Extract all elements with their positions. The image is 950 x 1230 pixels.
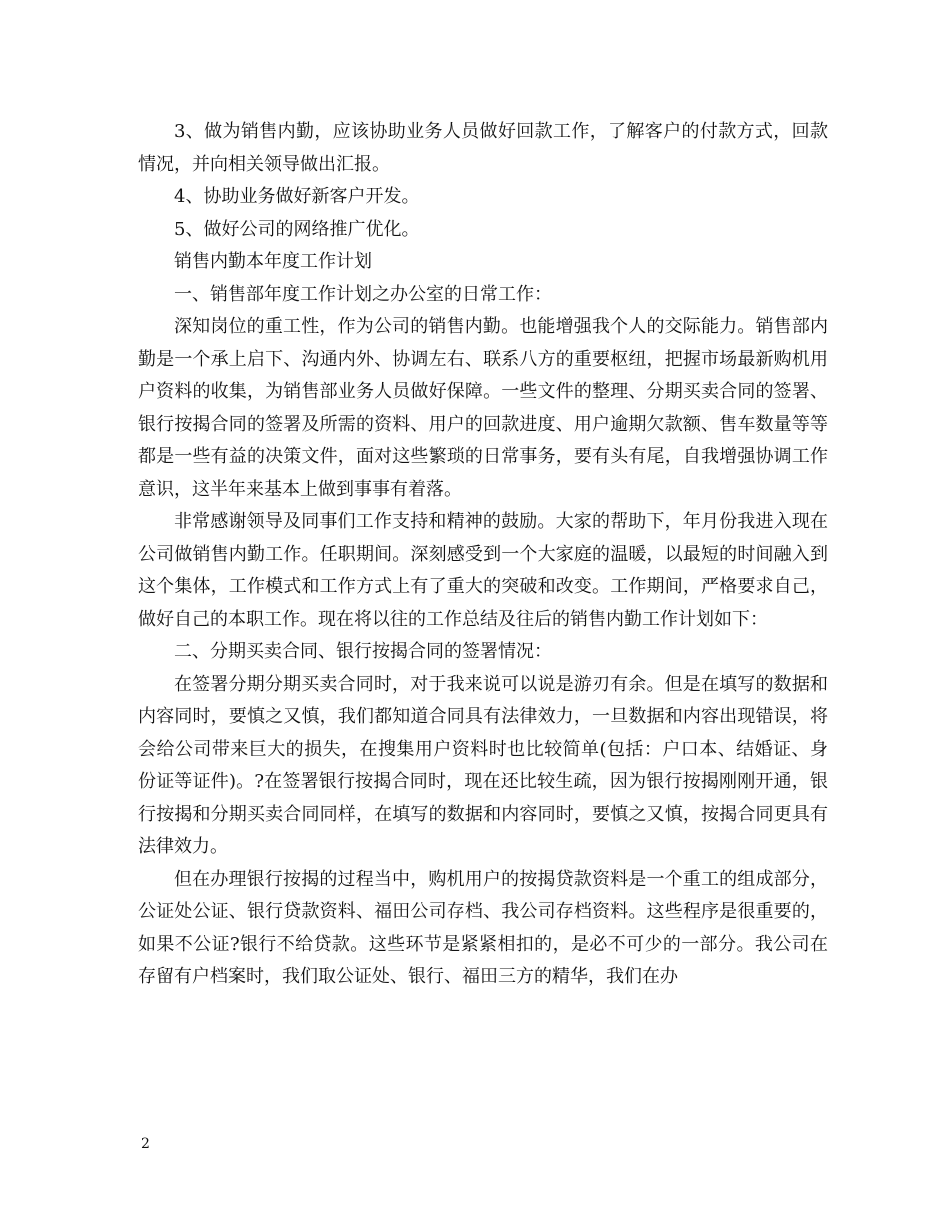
paragraph-mortgage-process: 但在办理银行按揭的过程当中，购机用户的按揭贷款资料是一个重工的组成部分，公证处公证、银行贷款资料、福田公司存档、我公司存档资料。这些程序是很重要的，如果不公证?银行不给贷款。这些环节是紧紧相扣的，是必不可少的一部分。我公司在存留有户档案时，我们取公证处、银行、福田三方的精华，我们在办	[138, 868, 828, 987]
paragraph-item-3: 3、做为销售内勤，应该协助业务人员做好回款工作，了解客户的付款方式，回款情况，并向相关领导做出汇报。	[138, 121, 828, 175]
paragraph-item-5: 5、做好公司的网络推广优化。	[174, 218, 420, 240]
paragraph-contracts: 在签署分期分期买卖合同时，对于我来说可以说是游刃有余。但是在填写的数据和内容同时，要慎之又慎，我们都知道合同具有法律效力，一旦数据和内容出现错误，将会给公司带来巨大的损失，在搜集用户资料时也比较简单(包括：户口本、结婚证、身份证等证件)。?在签署银行按揭合同时，现在还比较生疏，因为银行按揭刚刚开通，银行按揭和分期买卖合同同样，在填写的数据和内容同时，要慎之又慎，按揭合同更具有法律效力。	[138, 673, 828, 857]
section-title-annual-plan: 销售内勤本年度工作计划	[174, 251, 372, 272]
section-heading-contracts: 二、分期买卖合同、银行按揭合同的签署情况：	[174, 641, 552, 662]
section-heading-daily-work: 一、销售部年度工作计划之办公室的日常工作：	[174, 283, 552, 305]
paragraph-thanks: 非常感谢领导及同事们工作支持和精神的鼓励。大家的帮助下，年月份我进入现在公司做销售内勤工作。任职期间。深刻感受到一个大家庭的温暖，以最短的时间融入到这个集体，工作模式和工作方式上有了重大的突破和改变。工作期间，严格要求自己，做好自己的本职工作。现在将以往的工作总结及往后的销售内勤工作计划如下：	[138, 511, 828, 630]
paragraph-item-4: 4、协助业务做好新客户开发。	[174, 186, 420, 207]
paragraph-daily-work: 深知岗位的重工性，作为公司的销售内勤。也能增强我个人的交际能力。销售部内勤是一个承上启下、沟通内外、协调左右、联系八方的重要枢纽，把握市场最新购机用户资料的收集，为销售部业务人员做好保障。一些文件的整理、分期买卖合同的签署、银行按揭合同的签署及所需的资料、用户的回款进度、用户逾期欠款额、售车数量等等都是一些有益的决策文件，面对这些繁琐的日常事务，要有头有尾，自我增强协调工作意识，这半年来基本上做到事事有着落。	[138, 316, 828, 500]
page-number: 2	[141, 1136, 150, 1152]
document-body	[138, 116, 828, 994]
